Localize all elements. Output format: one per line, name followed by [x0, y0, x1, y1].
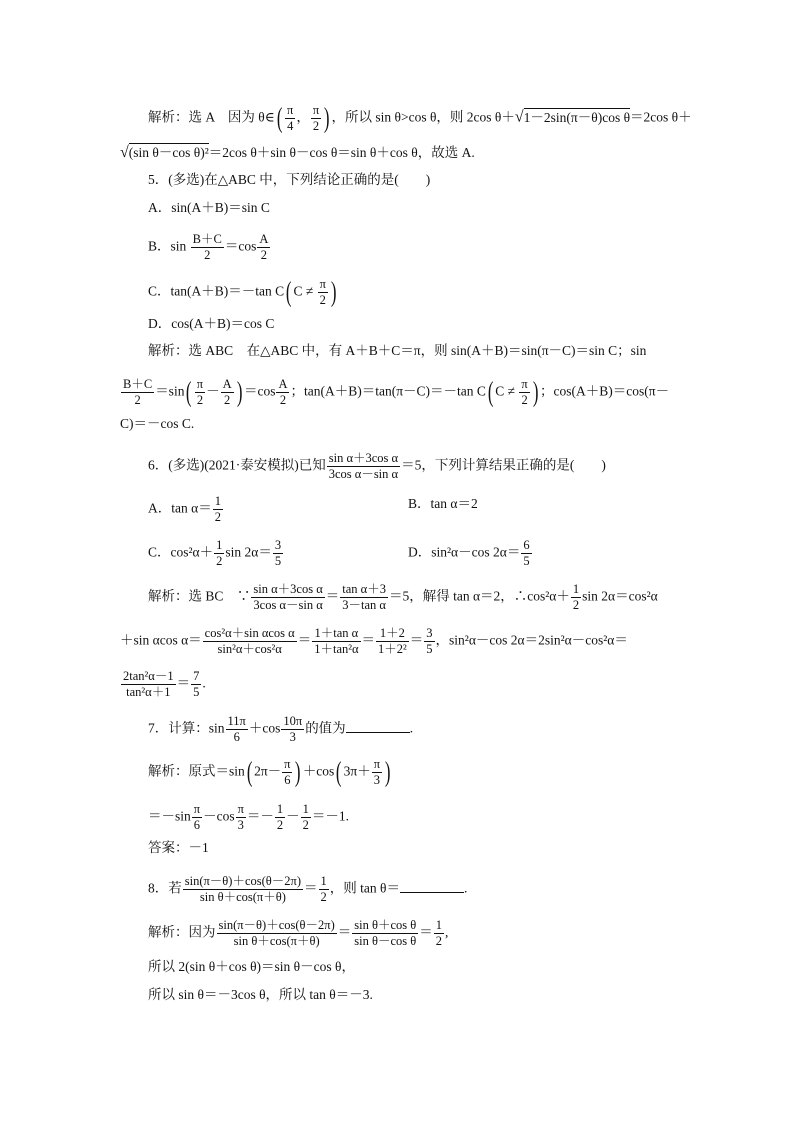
- solution-5-line-1: 解析：选 ABC 在△ABC 中，有 A＋B＋C＝π，则 sin(A＋B)＝sin(π－C)＝sin C；sin: [148, 343, 647, 358]
- question-5-stem: 5．(多选)在△ABC 中，下列结论正确的是( ): [148, 172, 431, 187]
- solution-8-line-3: 所以 sin θ＝－3cos θ，所以 tan θ＝－3.: [148, 987, 373, 1002]
- options-6ab: A．tan α＝ $\frac{1}{2}$: [148, 494, 221, 524]
- solution-8-line-1: 解析：因为 $\frac{\sin(\pi-\theta)+\cos(\theta-2\pi)}{\text{sin θ＋cos(π＋θ)}}$ ＝ $\frac{\text{sin θ＋cos θ}}{\text{sin θ－cos θ}}$ ＝ $\frac{1}{2}$ ,: [148, 918, 449, 948]
- question-8-stem: 8．若 $\frac{\sin(\pi-\theta)+\cos(\theta-2\pi)}{\text{sin θ＋cos(π＋θ)}}$ ＝ $\frac{1}{2}$ ，则 tan θ＝ .: [148, 874, 468, 904]
- option-6b: B．tan α＝2: [408, 496, 478, 511]
- solution-4-line-2: √(sin θ－cos θ)²＝2cos θ＋sin θ－cos θ＝sin θ＋cos θ，故选 A.: [120, 144, 475, 161]
- question-6-stem: 6．(多选)(2021·泰安模拟)已知 $\frac{\text{sin α＋3cos α}}{\text{3cos α－sin α}}$ ＝5，下列计算结果正确的是( ): [148, 451, 606, 481]
- solution-6-line-1: 解析：选 BC ∵ $\frac{\text{sin α＋3cos α}}{\text{3cos α－sin α}}$ ＝ $\frac{\text{tan α＋3}}{\text{3－tan α}}$ ＝5，解得 tan α＝2，∴cos²α＋ $\frac{1}{2}$ sin 2α＝cos²α: [148, 582, 658, 612]
- answer-7: 答案：－1: [148, 840, 209, 855]
- solution-7-line-2: ＝－sin $\frac{\pi}{6}$ －cos $\frac{\pi}{3}$ ＝－ $\frac{1}{2}$ － $\frac{1}{2}$ ＝－1.: [148, 802, 350, 832]
- question-7-stem: 7．计算：sin $\frac{11\pi}{6}$ ＋cos $\frac{10\pi}{3}$ 的值为 .: [148, 714, 414, 744]
- solution-6-line-3: $\frac{\text{2tan²α－1}}{\text{tan²α＋1}}$ ＝ $\frac{7}{5}$ .: [123, 669, 206, 699]
- solution-4-line-1: 解析：选 A 因为 θ∈( $\frac{\pi}{4}$ ， $\frac{\pi}{2}$ ) ，所以 sin θ>cos θ，则 2cos θ＋√1－2sin(π－θ)cos θ＝2cos θ＋: [148, 102, 692, 134]
- solution-7-line-1: 解析：原式＝sin( 2π－ $\frac{\pi}{6}$ ) ＋cos( 3π＋ $\frac{\pi}{3}$ ): [148, 756, 391, 788]
- option-5a: A．sin(A＋B)＝sin C: [148, 200, 270, 215]
- option-6d: D．sin²α－cos 2α＝ $\frac{6}{5}$: [408, 538, 530, 568]
- solution-5-line-3: C)＝－cos C.: [120, 416, 195, 431]
- option-5c: C．tan(A＋B)＝－tan C( C ≠ $\frac{\pi}{2}$ ): [148, 276, 337, 308]
- option-6c: C．cos²α＋ $\frac{1}{2}$ sin 2α＝ $\frac{3}{5}$: [148, 538, 282, 568]
- solution-5-line-2: $\frac{B+C}{2}$ ＝sin( $\frac{\pi}{2}$ － $\frac{A}{2}$ ) ＝cos $\frac{A}{2}$ ；tan(A＋B)＝tan(π－C)＝－tan C( C ≠ $\frac{\pi}{2}$ ) ；cos(A＋B)＝cos(π－: [123, 376, 670, 408]
- solution-8-line-2: 所以 2(sin θ＋cos θ)＝sin θ－cos θ，: [148, 959, 355, 974]
- option-5d: D．cos(A＋B)＝cos C: [148, 316, 275, 331]
- answer-blank-7: [346, 718, 410, 733]
- option-5b: B．sin $\frac{B+C}{2}$ ＝cos $\frac{A}{2}$: [148, 232, 269, 262]
- answer-blank-8: [400, 878, 464, 893]
- solution-6-line-2: ＋sin αcos α＝ $\frac{\text{cos²α＋sin αcos α}}{\text{sin²α＋cos²α}}$ ＝ $\frac{\text{1＋tan α}}{\text{1＋tan²α}}$ ＝ $\frac{1+2}{\text{1＋2²}}$ ＝ $\frac{3}{5}$ ，sin²α－cos 2α＝2sin²α－cos²α＝: [120, 626, 628, 656]
